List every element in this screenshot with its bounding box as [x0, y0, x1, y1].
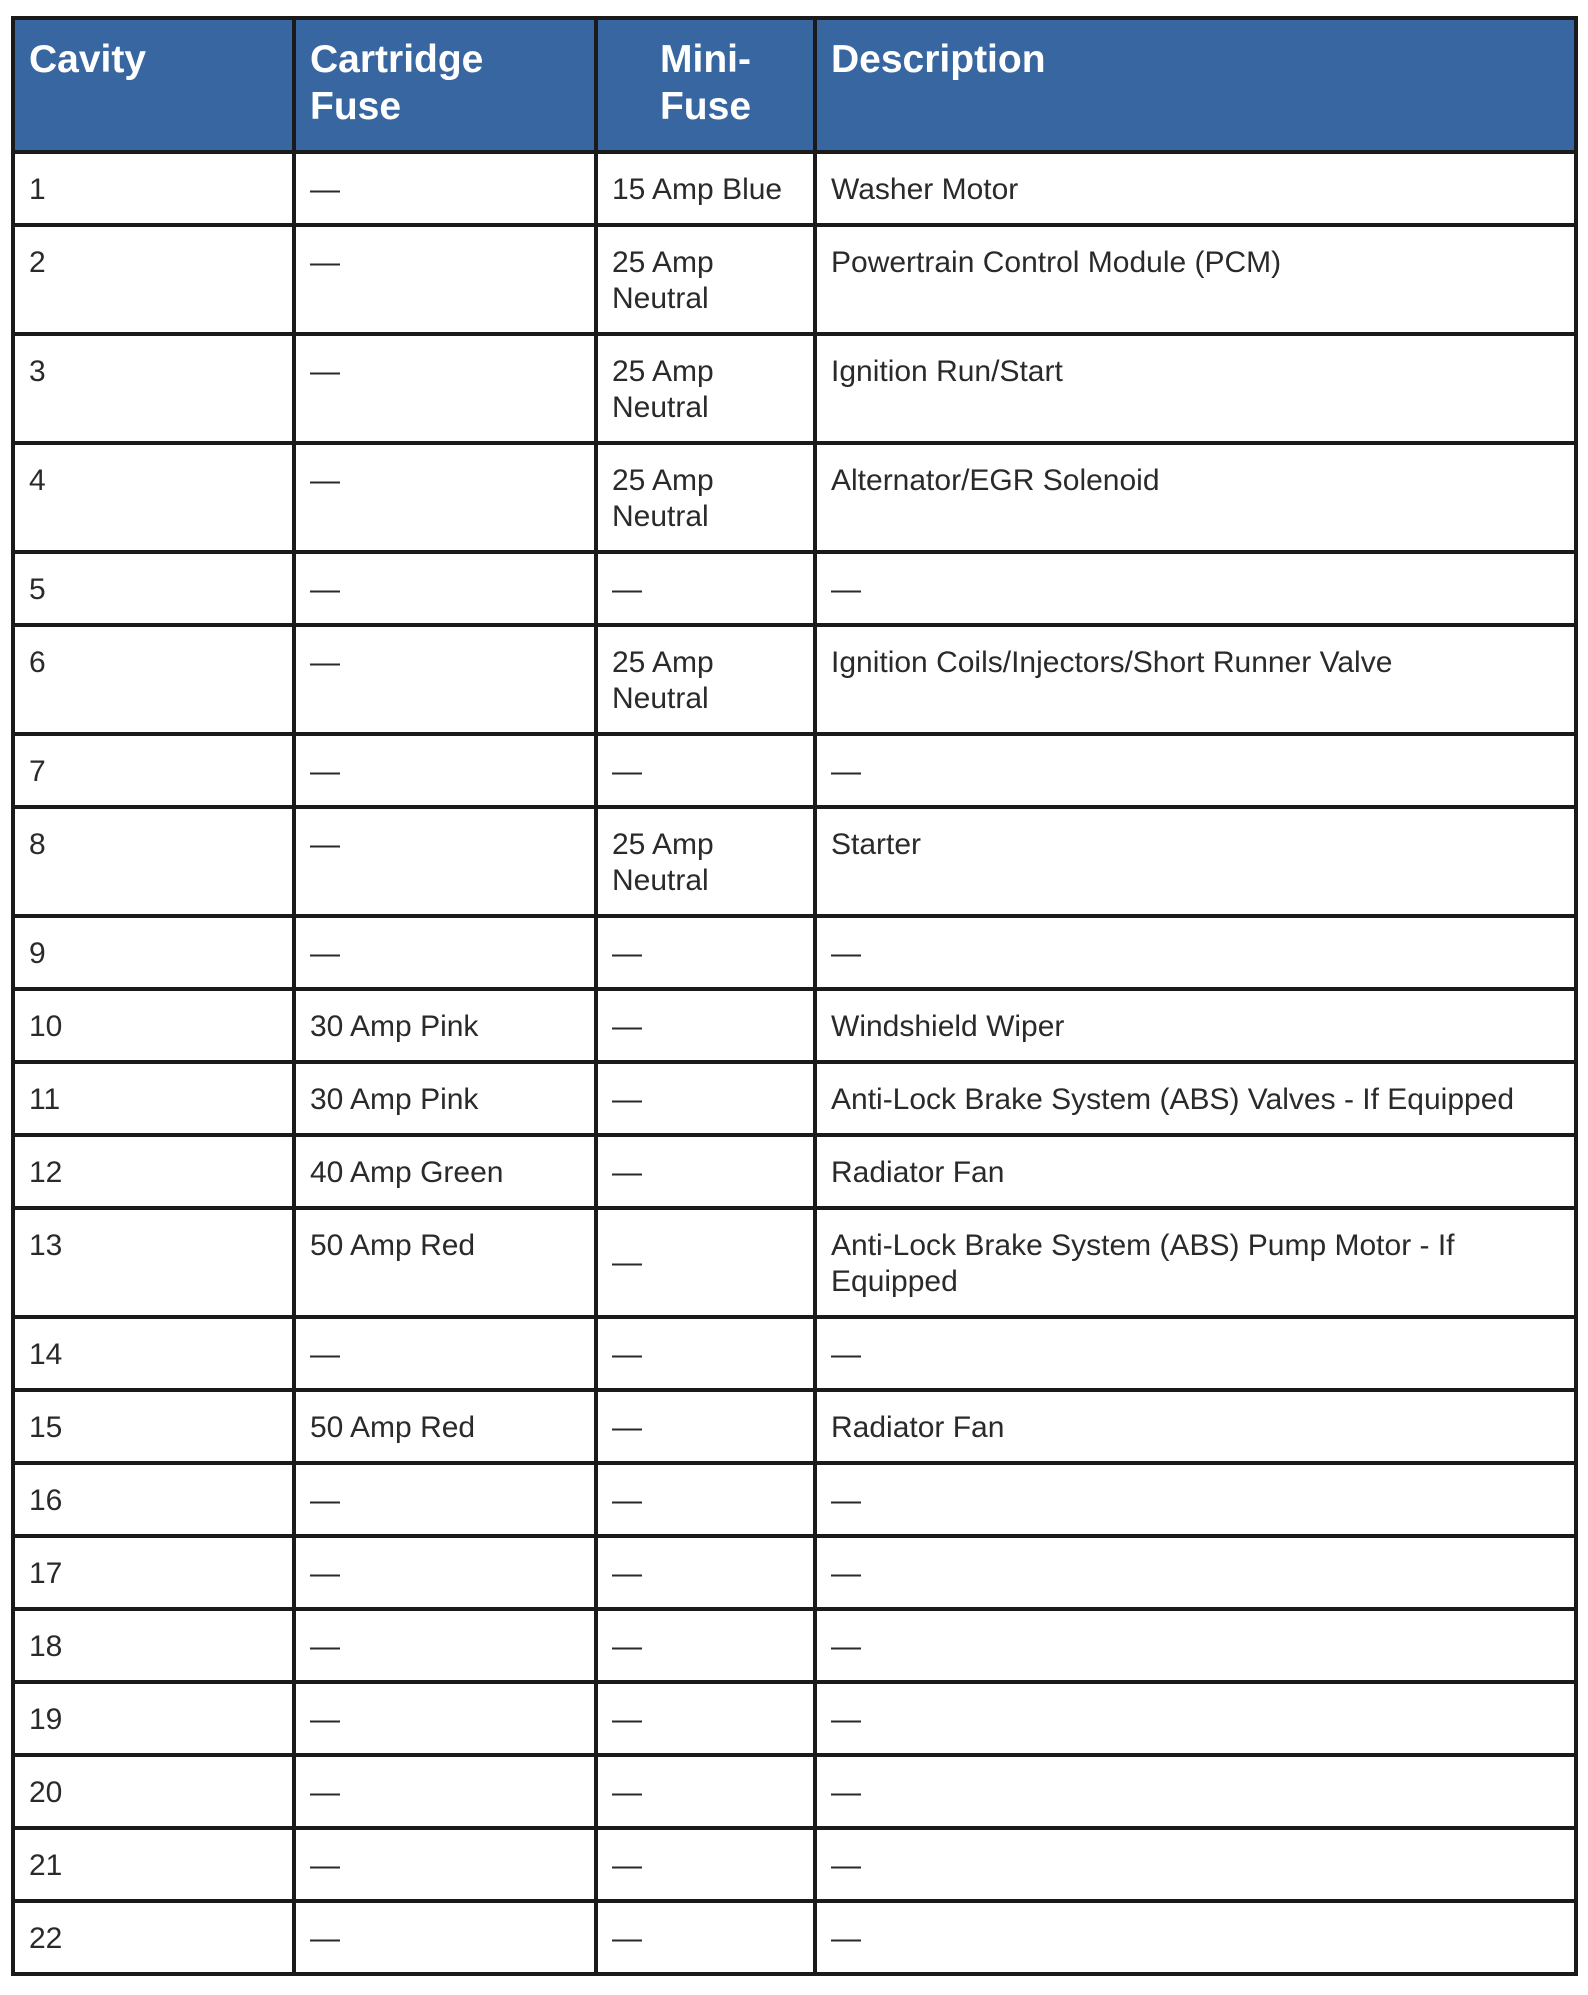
table-row [13, 734, 1576, 807]
cavity-cell: 17 [13, 1536, 294, 1609]
cavity-cell: 1 [13, 152, 294, 225]
cavity-cell: 14 [13, 1317, 294, 1390]
header-description [815, 18, 1576, 152]
cartridge-fuse-cell: — [294, 225, 596, 334]
cartridge-fuse-cell: — [294, 334, 596, 443]
description-cell: Starter [815, 807, 1576, 916]
cavity-cell: 9 [13, 916, 294, 989]
description-cell: Powertrain Control Module (PCM) [815, 225, 1576, 334]
cavity-cell: 7 [13, 734, 294, 807]
cartridge-fuse-cell: — [294, 1901, 596, 1974]
cartridge-fuse-cell: 30 Amp Pink [294, 1062, 596, 1135]
cartridge-fuse-cell: — [294, 1682, 596, 1755]
mini-fuse-cell: — [596, 1208, 815, 1317]
cartridge-fuse-cell: — [294, 1536, 596, 1609]
description-cell: — [815, 1755, 1576, 1828]
cavity-cell: 20 [13, 1755, 294, 1828]
description-cell: — [815, 1682, 1576, 1755]
description-cell: Anti-Lock Brake System (ABS) Valves - If Equipped [815, 1062, 1576, 1135]
mini-fuse-cell: 25 Amp Neutral [596, 443, 815, 552]
description-cell: Alternator/EGR Solenoid [815, 443, 1576, 552]
cartridge-fuse-cell: — [294, 916, 596, 989]
cavity-cell: 4 [13, 443, 294, 552]
cartridge-fuse-cell: — [294, 1828, 596, 1901]
cartridge-fuse-cell: — [294, 552, 596, 625]
mini-fuse-cell: — [596, 1463, 815, 1536]
cavity-cell: 5 [13, 552, 294, 625]
header-cartridge-line2: Fuse [310, 85, 402, 128]
cavity-cell: 10 [13, 989, 294, 1062]
mini-fuse-cell: — [596, 1828, 815, 1901]
cavity-cell: 3 [13, 334, 294, 443]
header-cartridge-fuse [294, 18, 596, 152]
cartridge-fuse-cell: 50 Amp Red [294, 1390, 596, 1463]
fuse-table [11, 16, 1578, 1976]
table-row [13, 1390, 1576, 1463]
description-cell: — [815, 916, 1576, 989]
table-row [13, 989, 1576, 1062]
header-cartridge-line1: Cartridge [310, 38, 484, 81]
cavity-cell: 16 [13, 1463, 294, 1536]
cartridge-fuse-cell: 50 Amp Red [294, 1208, 596, 1317]
mini-fuse-cell: — [596, 1317, 815, 1390]
mini-fuse-cell: 15 Amp Blue [596, 152, 815, 225]
description-cell: — [815, 1463, 1576, 1536]
cartridge-fuse-cell: — [294, 807, 596, 916]
description-cell: Washer Motor [815, 152, 1576, 225]
mini-fuse-cell: 25 Amp Neutral [596, 225, 815, 334]
header-cavity [13, 18, 294, 152]
description-cell: Anti-Lock Brake System (ABS) Pump Motor - If Equipped [815, 1208, 1576, 1317]
mini-fuse-cell: — [596, 1062, 815, 1135]
cavity-cell: 22 [13, 1901, 294, 1974]
mini-fuse-cell: — [596, 1135, 815, 1208]
cartridge-fuse-cell: — [294, 1317, 596, 1390]
cartridge-fuse-cell: — [294, 625, 596, 734]
cartridge-fuse-cell: 30 Amp Pink [294, 989, 596, 1062]
cartridge-fuse-cell: 40 Amp Green [294, 1135, 596, 1208]
table-row [13, 1609, 1576, 1682]
header-mini-fuse [596, 18, 815, 152]
description-cell: Ignition Run/Start [815, 334, 1576, 443]
cartridge-fuse-cell: — [294, 1463, 596, 1536]
description-cell: — [815, 1901, 1576, 1974]
description-cell: — [815, 1609, 1576, 1682]
cavity-cell: 12 [13, 1135, 294, 1208]
cavity-cell: 11 [13, 1062, 294, 1135]
header-row [13, 18, 1576, 152]
mini-fuse-cell: — [596, 1390, 815, 1463]
table-row [13, 1317, 1576, 1390]
cavity-cell: 8 [13, 807, 294, 916]
cartridge-fuse-cell: — [294, 1609, 596, 1682]
header-mini-line1: Mini- [660, 38, 751, 81]
table-row [13, 225, 1576, 334]
description-cell: Radiator Fan [815, 1135, 1576, 1208]
table-row [13, 1755, 1576, 1828]
table-row [13, 1062, 1576, 1135]
mini-fuse-cell: 25 Amp Neutral [596, 334, 815, 443]
description-cell: — [815, 552, 1576, 625]
table-row [13, 1463, 1576, 1536]
table-row [13, 1682, 1576, 1755]
description-cell: Windshield Wiper [815, 989, 1576, 1062]
description-cell: Radiator Fan [815, 1390, 1576, 1463]
header-mini-line2: Fuse [659, 85, 752, 128]
table-row [13, 1828, 1576, 1901]
table-row [13, 152, 1576, 225]
mini-fuse-cell: 25 Amp Neutral [596, 807, 815, 916]
cavity-cell: 21 [13, 1828, 294, 1901]
table-row [13, 1901, 1576, 1974]
mini-fuse-cell: — [596, 1901, 815, 1974]
description-cell: Ignition Coils/Injectors/Short Runner Valve [815, 625, 1576, 734]
table-row [13, 334, 1576, 443]
cartridge-fuse-cell: — [294, 1755, 596, 1828]
cartridge-fuse-cell: — [294, 734, 596, 807]
mini-fuse-cell: 25 Amp Neutral [596, 625, 815, 734]
table-row [13, 916, 1576, 989]
mini-fuse-cell: — [596, 734, 815, 807]
cavity-cell: 18 [13, 1609, 294, 1682]
mini-fuse-cell: — [596, 1609, 815, 1682]
description-cell: — [815, 734, 1576, 807]
header-cavity-text: Cavity [29, 38, 147, 81]
table-row [13, 625, 1576, 734]
mini-fuse-cell: — [596, 916, 815, 989]
table-row [13, 1135, 1576, 1208]
cavity-cell: 15 [13, 1390, 294, 1463]
cartridge-fuse-cell: — [294, 443, 596, 552]
table-row [13, 552, 1576, 625]
table-row [13, 1208, 1576, 1317]
mini-fuse-cell: — [596, 552, 815, 625]
description-cell: — [815, 1828, 1576, 1901]
table-row [13, 807, 1576, 916]
table-row [13, 1536, 1576, 1609]
mini-fuse-cell: — [596, 1755, 815, 1828]
table-row [13, 443, 1576, 552]
description-cell: — [815, 1317, 1576, 1390]
cartridge-fuse-cell: — [294, 152, 596, 225]
mini-fuse-cell: — [596, 1536, 815, 1609]
cavity-cell: 6 [13, 625, 294, 734]
description-cell: — [815, 1536, 1576, 1609]
mini-fuse-cell: — [596, 989, 815, 1062]
cavity-cell: 2 [13, 225, 294, 334]
cavity-cell: 13 [13, 1208, 294, 1317]
cavity-cell: 19 [13, 1682, 294, 1755]
mini-fuse-cell: — [596, 1682, 815, 1755]
header-description-text: Description [831, 38, 1046, 81]
